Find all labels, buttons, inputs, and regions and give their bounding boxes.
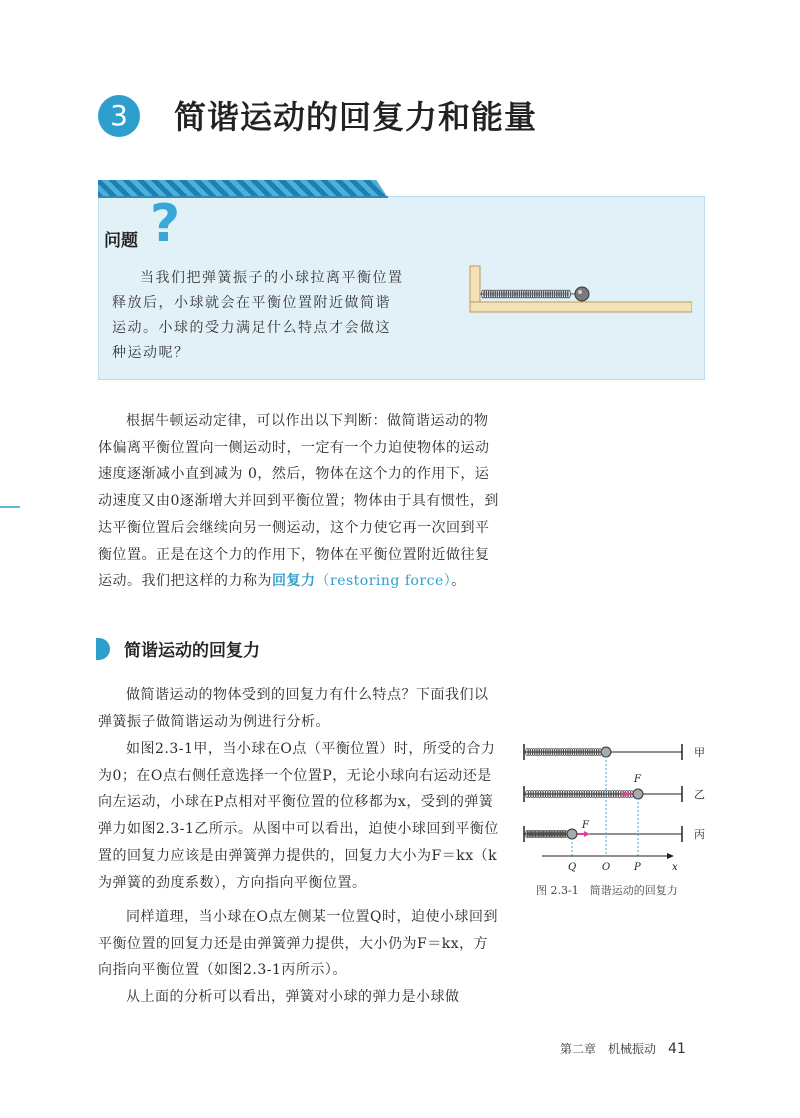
banner-underline bbox=[98, 196, 388, 198]
axis-label-p: P bbox=[634, 862, 641, 873]
ball-bing bbox=[567, 829, 577, 839]
term-english: （restoring force） bbox=[315, 573, 452, 590]
question-text: 当我们把弹簧振子的小球拉离平衡位置释放后，小球就会在平衡位置附近做简谐运动。小球的受力满足什么特点才会做这种运动呢？ bbox=[112, 270, 404, 361]
ball-jia bbox=[601, 747, 611, 757]
label-yi: 乙 bbox=[694, 788, 705, 801]
paragraph-restoring-force-intro bbox=[98, 408, 500, 595]
axis-label-o: O bbox=[602, 862, 611, 873]
axis-label-q: Q bbox=[568, 862, 577, 873]
question-mark-icon: ? bbox=[150, 194, 181, 254]
axis-label-x: x bbox=[672, 862, 678, 873]
page-footer bbox=[560, 1040, 686, 1057]
section-number-badge: 3 bbox=[98, 95, 140, 137]
force-label-yi: F bbox=[634, 774, 641, 785]
ball-yi bbox=[633, 789, 643, 799]
paragraph-text: 根据牛顿运动定律，可以作出以下判断：做简谐运动的物体偏离平衡位置向一侧运动时，一定有一个力迫使物体的运动速度逐渐减小直到减为 0，然后，物体在这个力的作用下，运动速度又由0逐渐增大并回到平衡位置；物体由于具有惯性，到达平衡位置后会继续向另一侧运动，这个力使它再一次回到平衡位置。正是在这个力的作用下，物体在平衡位置附近做往复运动。我们把这样的力称为 bbox=[98, 413, 499, 590]
label-bing: 丙 bbox=[694, 828, 705, 841]
question-label: 问题 bbox=[104, 231, 138, 251]
margin-marker bbox=[0, 506, 20, 508]
term-restoring-force: 回复力 bbox=[272, 573, 316, 590]
spring-coil bbox=[567, 290, 570, 298]
paragraph-end: 。 bbox=[451, 573, 466, 590]
figure-restoring-force bbox=[522, 736, 712, 876]
section-title: 简谐运动的回复力和能量 bbox=[174, 98, 538, 136]
figure-caption: 图 2.3-1 简谐运动的回复力 bbox=[536, 884, 678, 897]
force-label-bing: F bbox=[582, 820, 589, 831]
page-number: 41 bbox=[668, 1041, 686, 1057]
x-axis-arrow bbox=[667, 853, 674, 859]
subheading: 简谐运动的回复力 bbox=[124, 641, 260, 661]
footer-chapter: 第二章 机械振动 bbox=[560, 1042, 657, 1056]
paragraph-question: 做简谐运动的物体受到的回复力有什么特点？下面我们以弹簧振子做简谐运动为例进行分析。 bbox=[98, 687, 489, 730]
force-arrowhead-bing bbox=[584, 831, 590, 837]
spring-oscillator-illustration bbox=[462, 262, 692, 322]
label-jia: 甲 bbox=[694, 746, 705, 759]
paragraph-left-side: 同样道理，当小球在O点左侧某一位置Q时，迫使小球回到平衡位置的回复力还是由弹簧弹力提供，大小仍为F＝kx，方向指向平衡位置（如图2.3-1丙所示）。 bbox=[98, 909, 498, 979]
subheading-marker-icon bbox=[96, 638, 110, 660]
paragraph-analysis: 如图2.3-1甲，当小球在O点（平衡位置）时，所受的合力为0；在O点右侧任意选择一个位置P，无论小球向右运动还是向左运动，小球在P点相对平衡位置的位移都为x，受到的弹簧弹力如图2.3-1乙所示。从图中可以看出，迫使小球回到平衡位置的回复力应该是由弹簧弹力提供的，回复力大小为F＝kx（k为弹簧的劲度系数），方向指向平衡位置。 bbox=[98, 741, 499, 891]
paragraph-conclusion: 从上面的分析可以看出，弹簧对小球的弹力是小球做 bbox=[126, 989, 460, 1005]
